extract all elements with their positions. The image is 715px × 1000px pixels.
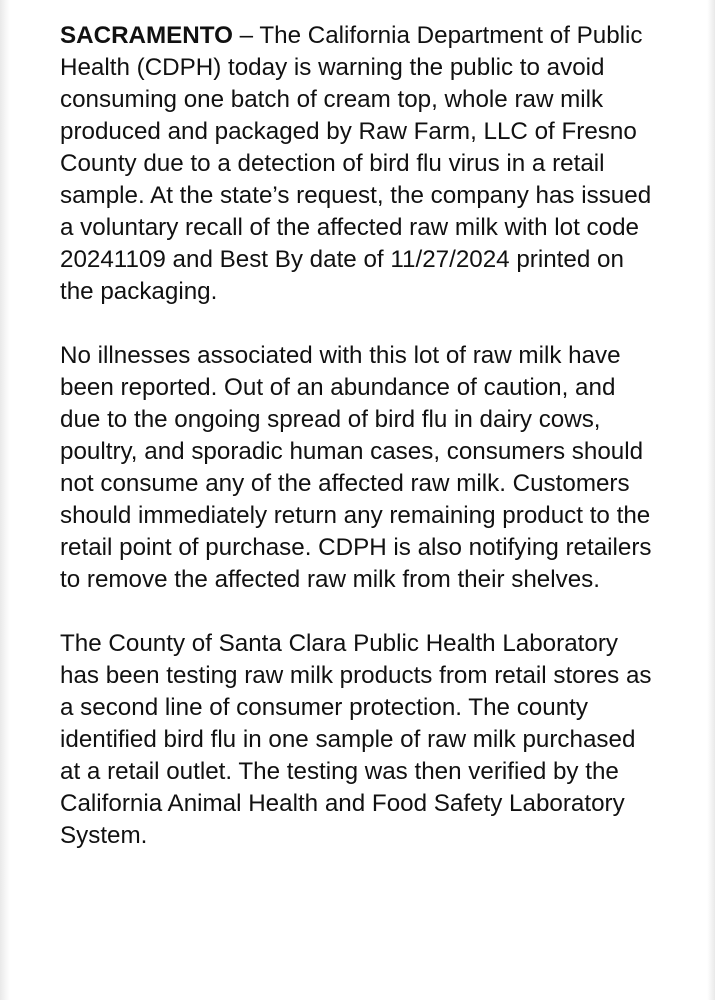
press-release-body	[60, 20, 660, 852]
dateline: SACRAMENTO	[60, 22, 233, 49]
left-page-edge	[0, 0, 10, 1000]
paragraph-1	[60, 20, 660, 308]
paragraph-2: No illnesses associated with this lot of raw milk have been reported. Out of an abundance of caution, and due to the ongoing spread of bird flu in dairy cows, poultry, and sporadic human cases, consumers should not consume any of the affected raw milk. Customers should immediately return any remaining product to the retail point of purchase. CDPH is also notifying retailers to remove the affected raw milk from their shelves.	[60, 342, 652, 593]
right-page-edge	[707, 0, 715, 1000]
paragraph-1-text: – The California Department of Public Health (CDPH) today is warning the public to avoid consuming one batch of cream top, whole raw milk produced and packaged by Raw Farm, LLC of Fresno County due to a detection of bird flu virus in a retail sample. At the state’s request, the company has issued a voluntary recall of the affected raw milk with lot code 20241109 and Best By date of 11/27/2024 printed on the packaging.	[60, 22, 652, 305]
paragraph-3: The County of Santa Clara Public Health Laboratory has been testing raw milk products from retail stores as a second line of consumer protection. The county identified bird flu in one sample of raw milk purchased at a retail outlet. The testing was then verified by the California Animal Health and Food Safety Laboratory System.	[60, 630, 652, 849]
